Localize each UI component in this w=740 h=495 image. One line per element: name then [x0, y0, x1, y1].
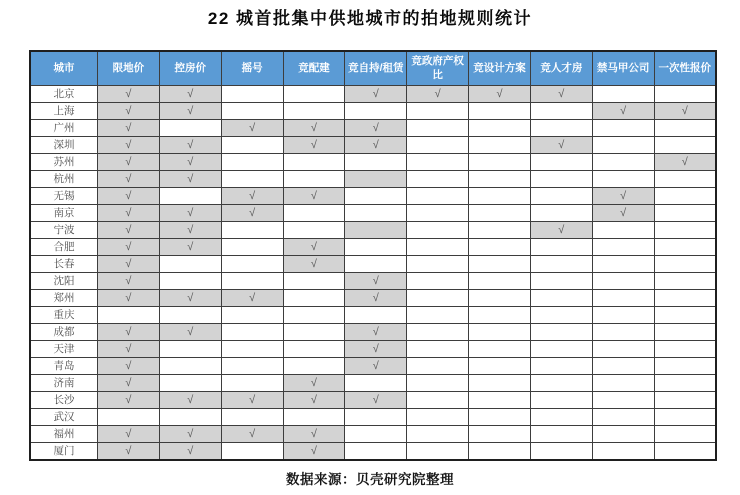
rule-cell-empty: [221, 137, 283, 154]
rule-cell-empty: [159, 307, 221, 324]
rule-cell-empty: [283, 103, 345, 120]
rule-cell-empty: [407, 205, 469, 222]
rule-cell-empty: [654, 222, 716, 239]
rule-cell-empty: [654, 341, 716, 358]
rule-cell-empty: [592, 137, 654, 154]
rule-cell-empty: [407, 171, 469, 188]
rule-cell-empty: [159, 256, 221, 273]
column-header-1: 限地价: [98, 51, 160, 86]
rule-cell-empty: [221, 358, 283, 375]
rule-cell-empty: [407, 222, 469, 239]
rule-cell-empty: [469, 273, 531, 290]
table-row: [30, 290, 716, 307]
rule-cell-empty: [469, 426, 531, 443]
table-row: [30, 273, 716, 290]
rule-cell-checked: √: [98, 86, 160, 103]
rule-cell-empty: [654, 426, 716, 443]
rule-cell-empty: [654, 307, 716, 324]
rule-cell-empty: [530, 426, 592, 443]
rule-cell-empty: [654, 358, 716, 375]
rule-cell-checked: √: [98, 375, 160, 392]
rule-cell-empty: [469, 188, 531, 205]
rule-cell-empty: [283, 205, 345, 222]
rule-cell-empty: [469, 239, 531, 256]
header-row: [30, 51, 716, 86]
rule-cell-empty: [159, 120, 221, 137]
rule-cell-checked: √: [98, 443, 160, 461]
rule-cell-empty: [345, 375, 407, 392]
rule-cell-empty: [283, 273, 345, 290]
rule-cell-empty: [592, 120, 654, 137]
rule-cell-checked: √: [159, 290, 221, 307]
rule-cell-empty: [221, 409, 283, 426]
rule-cell-empty: [469, 392, 531, 409]
rule-cell-checked: √: [159, 324, 221, 341]
city-name: 宁波: [30, 222, 98, 239]
rule-cell-empty: [530, 188, 592, 205]
rule-cell-empty: [407, 358, 469, 375]
rule-cell-checked: √: [345, 137, 407, 154]
table-row: [30, 137, 716, 154]
rule-cell-empty: [159, 188, 221, 205]
rule-cell-checked: √: [345, 392, 407, 409]
data-source-note: 数据来源：贝壳研究院整理: [286, 472, 454, 487]
rule-cell-checked: √: [654, 154, 716, 171]
rule-cell-empty: [654, 375, 716, 392]
rule-cell-empty: [221, 375, 283, 392]
rule-cell-empty: [654, 239, 716, 256]
rule-cell-checked: √: [98, 426, 160, 443]
rule-cell-empty: [345, 205, 407, 222]
rule-cell-empty: [530, 120, 592, 137]
rule-cell-empty: [530, 205, 592, 222]
rule-cell-empty: [592, 409, 654, 426]
rule-cell-checked: √: [283, 120, 345, 137]
rule-cell-empty: [407, 120, 469, 137]
rule-cell-empty: [592, 324, 654, 341]
rule-cell-empty: [221, 86, 283, 103]
rule-cell-empty: [407, 137, 469, 154]
page-title: 22 城首批集中供地城市的拍地规则统计: [207, 9, 533, 28]
rule-cell-empty: [407, 273, 469, 290]
rule-cell-checked: √: [98, 324, 160, 341]
city-name: 深圳: [30, 137, 98, 154]
rule-cell-checked: √: [98, 341, 160, 358]
rule-cell-empty: [530, 171, 592, 188]
rule-cell-empty: [221, 324, 283, 341]
rule-cell-checked: √: [221, 205, 283, 222]
rule-cell-checked: √: [221, 392, 283, 409]
column-header-9: 禁马甲公司: [592, 51, 654, 86]
rule-cell-empty: [654, 409, 716, 426]
rule-cell-empty: [283, 154, 345, 171]
rule-cell-checked: √: [159, 103, 221, 120]
table-row: [30, 171, 716, 188]
rule-cell-empty: [654, 290, 716, 307]
rule-cell-empty: [221, 443, 283, 461]
rule-cell-empty: [98, 307, 160, 324]
rule-cell-empty: [469, 154, 531, 171]
rule-cell-empty: [592, 154, 654, 171]
rule-cell-empty: [221, 273, 283, 290]
city-name: 合肥: [30, 239, 98, 256]
rule-cell-empty: [654, 392, 716, 409]
table-row: [30, 188, 716, 205]
rule-cell-empty: [221, 154, 283, 171]
city-name: 南京: [30, 205, 98, 222]
rule-cell-checked: √: [98, 171, 160, 188]
rule-cell-empty: [469, 341, 531, 358]
rule-cell-empty: [530, 307, 592, 324]
rule-cell-empty: [530, 375, 592, 392]
rule-cell-checked: √: [283, 137, 345, 154]
rule-cell-checked: √: [530, 137, 592, 154]
rule-cell-checked: √: [98, 290, 160, 307]
rule-cell-empty: [469, 443, 531, 461]
city-name: 郑州: [30, 290, 98, 307]
table-row: [30, 409, 716, 426]
rule-cell-checked: √: [345, 324, 407, 341]
table-row: [30, 392, 716, 409]
city-name: 武汉: [30, 409, 98, 426]
rule-cell-empty: [98, 409, 160, 426]
table-body: [30, 86, 716, 461]
rule-cell-checked: √: [159, 239, 221, 256]
rule-cell-checked: √: [98, 188, 160, 205]
rule-cell-checked: √: [221, 290, 283, 307]
city-name: 济南: [30, 375, 98, 392]
rule-cell-checked: √: [98, 256, 160, 273]
rule-cell-empty: [345, 426, 407, 443]
table-row: [30, 443, 716, 461]
rule-cell-checked: √: [159, 171, 221, 188]
table-row: [30, 239, 716, 256]
city-name: 北京: [30, 86, 98, 103]
rule-cell-checked: √: [98, 137, 160, 154]
city-name: 长春: [30, 256, 98, 273]
rule-cell-empty: [530, 409, 592, 426]
rule-cell-empty: [221, 341, 283, 358]
table-row: [30, 307, 716, 324]
rule-cell-empty: [345, 443, 407, 461]
city-name: 福州: [30, 426, 98, 443]
rule-cell-empty: [469, 171, 531, 188]
rule-cell-empty: [530, 324, 592, 341]
rule-cell-empty: [530, 392, 592, 409]
rule-cell-empty: [592, 171, 654, 188]
rule-cell-checked: √: [592, 103, 654, 120]
rule-cell-empty: [283, 341, 345, 358]
rule-cell-empty: [530, 154, 592, 171]
rule-cell-empty: [407, 426, 469, 443]
rule-cell-empty: [469, 358, 531, 375]
rule-cell-empty: [530, 443, 592, 461]
rule-cell-checked: √: [98, 392, 160, 409]
rule-cell-checked: √: [98, 120, 160, 137]
rule-cell-empty: [407, 154, 469, 171]
column-header-8: 竞人才房: [530, 51, 592, 86]
city-name: 成都: [30, 324, 98, 341]
rule-cell-empty: [283, 324, 345, 341]
rule-cell-empty: [654, 205, 716, 222]
rule-cell-empty: [530, 103, 592, 120]
rule-cell-empty: [592, 341, 654, 358]
rule-cell-empty: [345, 409, 407, 426]
rule-cell-checked: √: [283, 426, 345, 443]
rule-cell-empty: [654, 120, 716, 137]
rule-cell-checked: √: [592, 188, 654, 205]
rule-cell-empty: [469, 375, 531, 392]
rule-cell-checked: √: [345, 290, 407, 307]
rule-cell-checked: √: [407, 86, 469, 103]
rule-cell-empty: [221, 256, 283, 273]
rule-cell-empty: [221, 171, 283, 188]
city-name: 上海: [30, 103, 98, 120]
rule-cell-empty: [530, 239, 592, 256]
rule-cell-empty: [283, 171, 345, 188]
rule-cell-checked: √: [221, 188, 283, 205]
rule-cell-empty: [469, 205, 531, 222]
rule-cell-checked: √: [98, 273, 160, 290]
rule-cell-checked: √: [221, 120, 283, 137]
city-name: 重庆: [30, 307, 98, 324]
rule-cell-empty: [283, 290, 345, 307]
city-name: 青岛: [30, 358, 98, 375]
rule-cell-empty: [530, 358, 592, 375]
table-row: [30, 358, 716, 375]
rule-cell-empty: [530, 341, 592, 358]
rule-cell-checked: √: [98, 205, 160, 222]
rule-cell-empty: [345, 307, 407, 324]
rule-cell-empty: [407, 256, 469, 273]
rule-cell-checked: √: [283, 392, 345, 409]
rule-cell-empty: [469, 290, 531, 307]
rule-cell-checked: √: [98, 103, 160, 120]
rule-cell-checked: √: [345, 273, 407, 290]
rule-cell-empty: [407, 307, 469, 324]
rule-cell-empty: [592, 86, 654, 103]
rule-cell-empty: [221, 307, 283, 324]
rule-cell-empty: [159, 273, 221, 290]
rule-cell-empty: [654, 273, 716, 290]
rule-cell-checked: √: [654, 103, 716, 120]
rule-cell-empty: [530, 256, 592, 273]
rule-cell-empty: [407, 409, 469, 426]
rule-cell-checked: √: [159, 222, 221, 239]
table-row: [30, 222, 716, 239]
column-header-0: 城市: [30, 51, 98, 86]
rule-cell-empty: [221, 239, 283, 256]
rule-cell-checked: √: [345, 358, 407, 375]
rule-cell-empty: [159, 375, 221, 392]
rule-cell-empty: [469, 324, 531, 341]
rule-cell-shaded: [345, 222, 407, 239]
rule-cell-empty: [592, 392, 654, 409]
table-row: [30, 426, 716, 443]
rule-cell-empty: [283, 307, 345, 324]
rule-cell-checked: √: [530, 86, 592, 103]
rule-cell-empty: [592, 239, 654, 256]
rule-cell-checked: √: [283, 256, 345, 273]
rule-cell-checked: √: [221, 426, 283, 443]
rule-cell-checked: √: [345, 86, 407, 103]
rule-cell-checked: √: [159, 137, 221, 154]
column-header-2: 控房价: [159, 51, 221, 86]
rule-cell-empty: [592, 307, 654, 324]
rule-cell-empty: [407, 375, 469, 392]
city-name: 广州: [30, 120, 98, 137]
table-row: [30, 205, 716, 222]
table-row: [30, 154, 716, 171]
rule-cell-empty: [407, 341, 469, 358]
column-header-6: 竞政府产权比: [407, 51, 469, 86]
table-row: [30, 103, 716, 120]
rule-cell-empty: [345, 239, 407, 256]
rule-cell-empty: [654, 86, 716, 103]
rule-cell-empty: [221, 103, 283, 120]
rule-cell-empty: [654, 188, 716, 205]
rule-cell-empty: [469, 307, 531, 324]
rule-cell-empty: [469, 137, 531, 154]
rule-cell-empty: [469, 409, 531, 426]
rule-cell-checked: √: [592, 205, 654, 222]
rule-cell-empty: [530, 273, 592, 290]
column-header-7: 竞设计方案: [469, 51, 531, 86]
city-name: 沈阳: [30, 273, 98, 290]
rule-cell-empty: [345, 103, 407, 120]
table-row: [30, 341, 716, 358]
rule-cell-empty: [592, 358, 654, 375]
rule-cell-empty: [654, 256, 716, 273]
rule-cell-empty: [654, 137, 716, 154]
rule-cell-empty: [469, 222, 531, 239]
table-header: [30, 51, 716, 86]
rule-cell-checked: √: [159, 205, 221, 222]
rule-cell-shaded: [345, 171, 407, 188]
rule-cell-empty: [530, 290, 592, 307]
rule-cell-empty: [407, 290, 469, 307]
rule-cell-empty: [654, 324, 716, 341]
rule-cell-empty: [469, 120, 531, 137]
rule-cell-checked: √: [530, 222, 592, 239]
rule-cell-checked: √: [469, 86, 531, 103]
rule-cell-empty: [283, 222, 345, 239]
column-header-4: 竞配建: [283, 51, 345, 86]
column-header-3: 摇号: [221, 51, 283, 86]
rule-cell-checked: √: [98, 154, 160, 171]
rule-cell-empty: [654, 443, 716, 461]
rule-cell-empty: [283, 358, 345, 375]
city-name: 杭州: [30, 171, 98, 188]
table-row: [30, 120, 716, 137]
rule-cell-checked: √: [98, 358, 160, 375]
rule-cell-empty: [592, 443, 654, 461]
rule-cell-checked: √: [159, 86, 221, 103]
rule-cell-empty: [654, 171, 716, 188]
rule-cell-empty: [592, 290, 654, 307]
rule-cell-empty: [469, 103, 531, 120]
city-name: 无锡: [30, 188, 98, 205]
rule-cell-empty: [407, 188, 469, 205]
rule-cell-empty: [345, 154, 407, 171]
rule-cell-empty: [345, 256, 407, 273]
rule-cell-empty: [592, 426, 654, 443]
rule-cell-checked: √: [345, 341, 407, 358]
rule-cell-empty: [407, 392, 469, 409]
rule-cell-empty: [407, 103, 469, 120]
rule-cell-empty: [592, 375, 654, 392]
rule-cell-checked: √: [98, 222, 160, 239]
table-row: [30, 375, 716, 392]
rule-cell-empty: [159, 358, 221, 375]
rule-cell-checked: √: [98, 239, 160, 256]
city-name: 长沙: [30, 392, 98, 409]
city-name: 苏州: [30, 154, 98, 171]
rule-cell-checked: √: [159, 392, 221, 409]
rule-cell-empty: [345, 188, 407, 205]
rule-cell-checked: √: [159, 154, 221, 171]
rule-cell-empty: [592, 256, 654, 273]
rule-cell-empty: [592, 222, 654, 239]
city-name: 厦门: [30, 443, 98, 461]
rule-cell-empty: [221, 222, 283, 239]
table-row: [30, 256, 716, 273]
rule-cell-checked: √: [159, 426, 221, 443]
city-name: 天津: [30, 341, 98, 358]
rule-cell-empty: [159, 341, 221, 358]
rule-cell-checked: √: [283, 375, 345, 392]
rule-cell-checked: √: [283, 443, 345, 461]
rule-cell-empty: [283, 409, 345, 426]
table-row: [30, 86, 716, 103]
rule-cell-empty: [407, 239, 469, 256]
column-header-5: 竞自持/租赁: [345, 51, 407, 86]
rule-cell-checked: √: [283, 239, 345, 256]
table-row: [30, 324, 716, 341]
column-header-10: 一次性报价: [654, 51, 716, 86]
rule-cell-empty: [283, 86, 345, 103]
rule-cell-checked: √: [159, 443, 221, 461]
rule-cell-empty: [407, 324, 469, 341]
rule-cell-empty: [592, 273, 654, 290]
rule-cell-empty: [407, 443, 469, 461]
rule-cell-empty: [469, 256, 531, 273]
rule-cell-empty: [159, 409, 221, 426]
land-auction-rules-table: [29, 50, 717, 461]
rule-cell-checked: √: [345, 120, 407, 137]
rule-cell-checked: √: [283, 188, 345, 205]
